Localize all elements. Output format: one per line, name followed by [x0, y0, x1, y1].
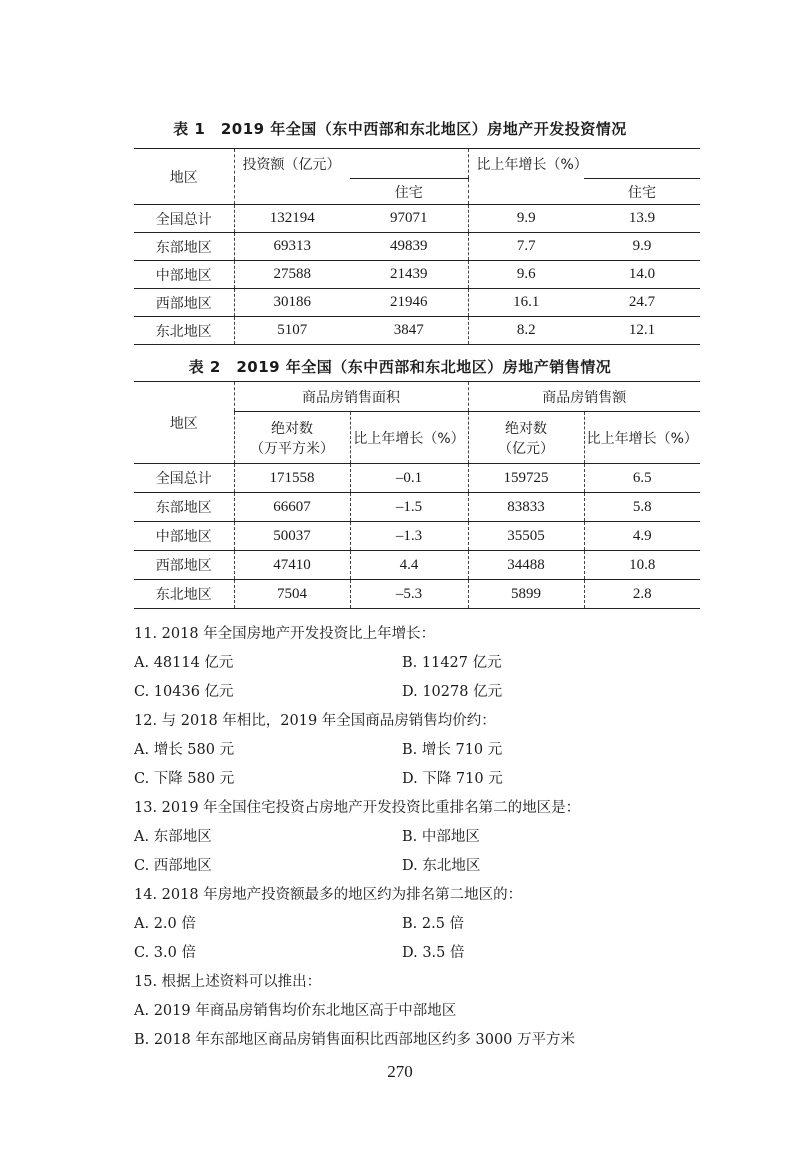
- header-area-group: 商品房销售面积: [234, 382, 468, 412]
- question-12-option-a: A. 增长 580 元: [134, 742, 235, 758]
- table-row: [134, 317, 700, 345]
- header-growth-spacer: [584, 149, 700, 179]
- growth-residential-cell: 13.9: [584, 205, 700, 233]
- region-cell: 中部地区: [134, 522, 234, 551]
- question-12-option-d: D. 下降 710 元: [402, 771, 503, 787]
- question-11-stem: 11. 2018 年全国房地产开发投资比上年增长：: [134, 626, 436, 642]
- question-14-stem: 14. 2018 年房地产投资额最多的地区约为排名第二地区的：: [134, 887, 523, 903]
- header-growth: 比上年增长（%）: [468, 149, 584, 179]
- region-cell: 东北地区: [134, 580, 234, 609]
- area-growth-cell: –1.3: [350, 522, 468, 551]
- header-area-absolute-line1: 绝对数: [271, 420, 313, 437]
- region-cell: 全国总计: [134, 464, 234, 493]
- residential-cell: 97071: [350, 205, 468, 233]
- investment-cell: 5107: [234, 317, 350, 345]
- growth-cell: 7.7: [468, 233, 584, 261]
- table-row: [134, 205, 700, 233]
- region-cell: 东部地区: [134, 233, 234, 261]
- growth-cell: 8.2: [468, 317, 584, 345]
- table-row: [134, 289, 700, 317]
- amount-growth-cell: 2.8: [584, 580, 700, 609]
- header-amount-absolute-line1: 绝对数: [505, 420, 547, 437]
- question-11-option-d: D. 10278 亿元: [402, 684, 503, 700]
- table-row: [134, 580, 700, 609]
- residential-cell: 49839: [350, 233, 468, 261]
- header-area-growth: 比上年增长（%）: [350, 412, 468, 464]
- table-row: [134, 464, 700, 493]
- header-growth-total: [468, 179, 584, 205]
- question-13-option-d: D. 东北地区: [402, 858, 481, 874]
- area-cell: 7504: [234, 580, 350, 609]
- question-15-stem: 15. 根据上述资料可以推出：: [134, 974, 322, 990]
- growth-residential-cell: 9.9: [584, 233, 700, 261]
- investment-cell: 132194: [234, 205, 350, 233]
- header-area-absolute-line2: （万平方米）: [250, 440, 334, 457]
- amount-growth-cell: 4.9: [584, 522, 700, 551]
- area-cell: 47410: [234, 551, 350, 580]
- region-cell: 西部地区: [134, 289, 234, 317]
- question-13-option-b: B. 中部地区: [402, 829, 480, 845]
- area-cell: 50037: [234, 522, 350, 551]
- residential-cell: 3847: [350, 317, 468, 345]
- amount-cell: 34488: [468, 551, 584, 580]
- amount-growth-cell: 10.8: [584, 551, 700, 580]
- page-number: 270: [387, 1062, 413, 1081]
- growth-residential-cell: 24.7: [584, 289, 700, 317]
- investment-cell: 69313: [234, 233, 350, 261]
- sales-table: [134, 381, 700, 609]
- header-amount-growth: 比上年增长（%）: [584, 412, 700, 464]
- table-row: [134, 493, 700, 522]
- question-12-option-c: C. 下降 580 元: [134, 771, 235, 787]
- residential-cell: 21946: [350, 289, 468, 317]
- question-15-option-a: A. 2019 年商品房销售均价东北地区高于中部地区: [134, 1003, 457, 1019]
- question-14-option-b: B. 2.5 倍: [402, 916, 465, 932]
- amount-growth-cell: 5.8: [584, 493, 700, 522]
- investment-cell: 30186: [234, 289, 350, 317]
- header-amount-absolute-line2: （亿元）: [498, 440, 554, 457]
- area-growth-cell: –0.1: [350, 464, 468, 493]
- question-15-option-b: B. 2018 年东部地区商品房销售面积比西部地区约多 3000 万平方米: [134, 1032, 576, 1048]
- amount-cell: 159725: [468, 464, 584, 493]
- header-investment-total: [234, 179, 350, 205]
- amount-cell: 83833: [468, 493, 584, 522]
- question-11-option-a: A. 48114 亿元: [134, 655, 234, 671]
- header-amount-absolute: [468, 412, 584, 464]
- header-growth-residential: 住宅: [584, 179, 700, 205]
- table1-caption: 表 1 2019 年全国（东中西部和东北地区）房地产开发投资情况: [173, 120, 627, 138]
- question-12-stem: 12. 与 2018 年相比，2019 年全国商品房销售均价约：: [134, 713, 496, 729]
- table-row: [134, 551, 700, 580]
- area-cell: 66607: [234, 493, 350, 522]
- region-cell: 东北地区: [134, 317, 234, 345]
- investment-cell: 27588: [234, 261, 350, 289]
- table-row: [134, 233, 700, 261]
- growth-residential-cell: 14.0: [584, 261, 700, 289]
- header-region: 地区: [134, 149, 234, 205]
- growth-cell: 9.6: [468, 261, 584, 289]
- header-region: 地区: [134, 382, 234, 464]
- area-growth-cell: –1.5: [350, 493, 468, 522]
- table-row: [134, 261, 700, 289]
- region-cell: 中部地区: [134, 261, 234, 289]
- question-14-option-c: C. 3.0 倍: [134, 945, 196, 961]
- question-11-option-c: C. 10436 亿元: [134, 684, 234, 700]
- area-growth-cell: 4.4: [350, 551, 468, 580]
- table-row: [134, 522, 700, 551]
- area-cell: 171558: [234, 464, 350, 493]
- residential-cell: 21439: [350, 261, 468, 289]
- question-14-option-a: A. 2.0 倍: [134, 916, 196, 932]
- amount-cell: 5899: [468, 580, 584, 609]
- question-13-option-a: A. 东部地区: [134, 829, 212, 845]
- growth-cell: 9.9: [468, 205, 584, 233]
- growth-residential-cell: 12.1: [584, 317, 700, 345]
- region-cell: 西部地区: [134, 551, 234, 580]
- amount-growth-cell: 6.5: [584, 464, 700, 493]
- header-residential: 住宅: [350, 179, 468, 205]
- header-investment-spacer: [350, 149, 468, 179]
- header-area-absolute: [234, 412, 350, 464]
- question-11-option-b: B. 11427 亿元: [402, 655, 502, 671]
- header-amount-group: 商品房销售额: [468, 382, 700, 412]
- area-growth-cell: –5.3: [350, 580, 468, 609]
- header-investment: 投资额（亿元）: [234, 149, 350, 179]
- region-cell: 全国总计: [134, 205, 234, 233]
- question-13-option-c: C. 西部地区: [134, 858, 212, 874]
- investment-table: [134, 148, 700, 345]
- amount-cell: 35505: [468, 522, 584, 551]
- table2-caption: 表 2 2019 年全国（东中西部和东北地区）房地产销售情况: [188, 358, 612, 376]
- question-12-option-b: B. 增长 710 元: [402, 742, 503, 758]
- question-14-option-d: D. 3.5 倍: [402, 945, 465, 961]
- growth-cell: 16.1: [468, 289, 584, 317]
- question-13-stem: 13. 2019 年全国住宅投资占房地产开发投资比重排名第二的地区是：: [134, 800, 581, 816]
- region-cell: 东部地区: [134, 493, 234, 522]
